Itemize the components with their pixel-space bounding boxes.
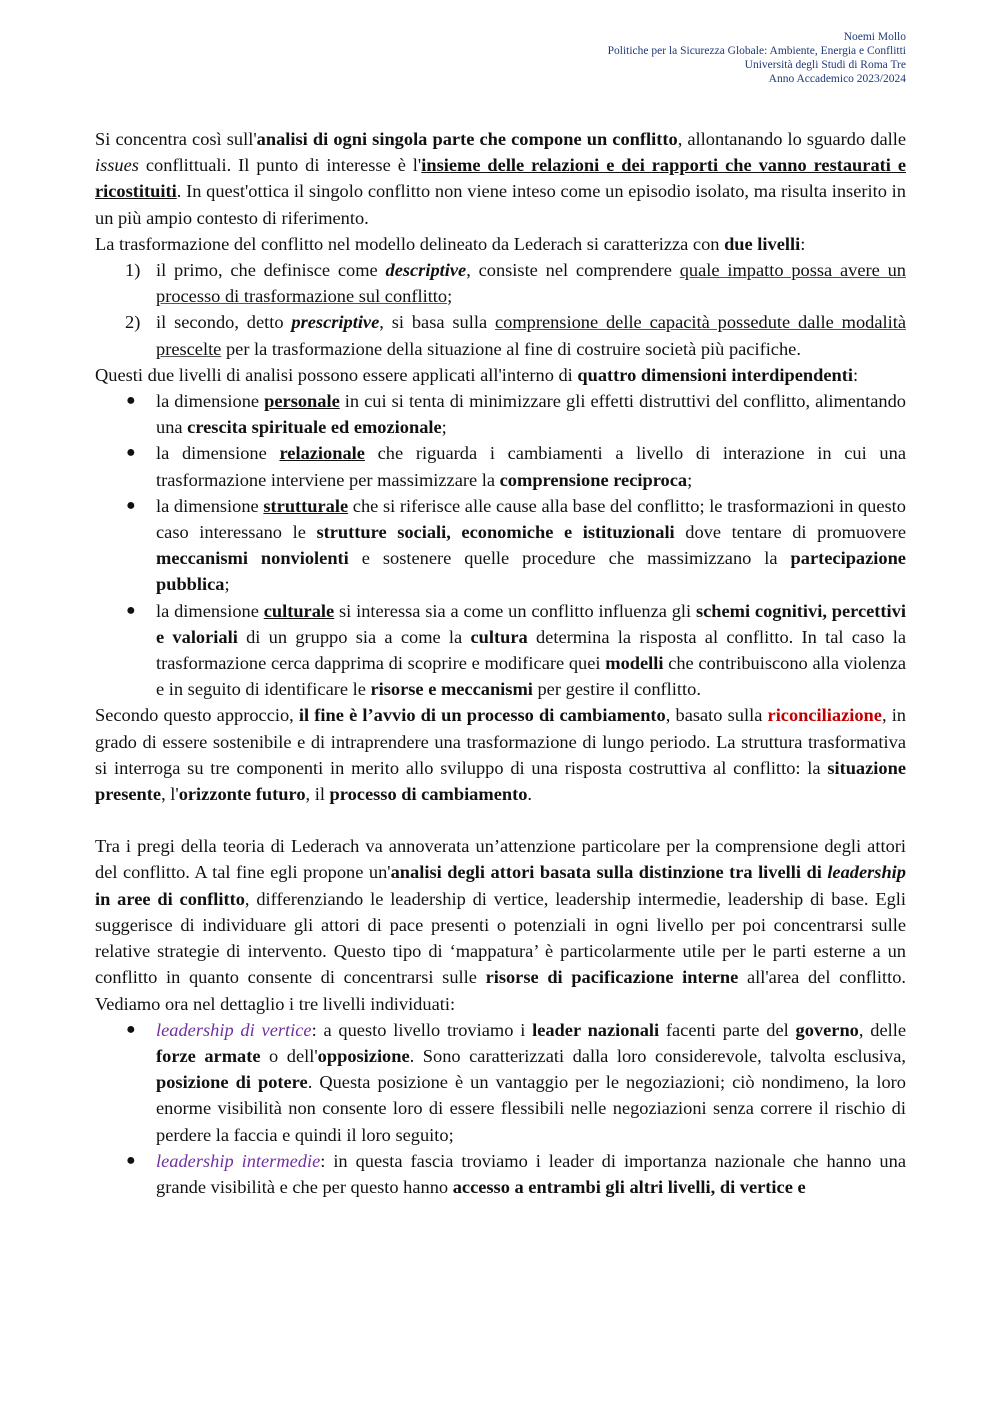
bullet-icon: ●: [126, 601, 136, 619]
header-author: Noemi Mollo: [843, 31, 906, 43]
list-item-prescriptive: 2) il secondo, detto prescriptive, si basa sulla comprensione delle capacità possedute dalle modalità prescelte per la trasformazione della situazione al fine di costruire società più pacifiche.: [125, 312, 906, 359]
paragraph-approach: Secondo questo approccio, il fine è l’avvio di un processo di cambiamento, basato sulla riconciliazione, in grado di essere sostenibile e di intraprendere una trasformazione di lungo periodo. La struttura trasformativa si interroga su tre componenti in merito allo sviluppo di una risposta costruttiva al conflitto: la situazione presente, l'orizzonte futuro, il processo di cambiamento.: [95, 705, 906, 805]
levels-list: [95, 257, 906, 362]
paragraph-two-levels: La trasformazione del conflitto nel modello delineato da Lederach si caratterizza con due livelli:: [95, 233, 806, 254]
bullet-icon: ●: [126, 392, 136, 410]
list-item-descriptive: 1) il primo, che definisce come descriptive, consiste nel comprendere quale impatto possa avere un processo di trasformazione sul conflitto;: [125, 260, 906, 307]
bullet-icon: ●: [126, 1151, 136, 1169]
paragraph-gap: [95, 807, 906, 833]
header-year: Anno Accademico 2023/2024: [768, 73, 906, 85]
bullet-icon: ●: [126, 1020, 136, 1038]
paragraph-four-dimensions: Questi due livelli di analisi possono essere applicati all'interno di quattro dimensioni interdipendenti:: [95, 364, 859, 385]
list-item-personale: ● la dimensione personale in cui si tenta di minimizzare gli effetti distruttivi del conflitto, alimentando una crescita spirituale ed emozionale;: [95, 388, 906, 440]
page-header: [608, 30, 906, 86]
list-item-leadership-intermedie: ● leadership intermedie: in questa fascia troviamo i leader di importanza nazionale che hanno una grande visibilità e che per questo hanno accesso a entrambi gli altri livelli, di vertice e: [95, 1148, 906, 1200]
header-course: Politiche per la Sicurezza Globale: Ambiente, Energia e Conflitti: [607, 45, 906, 57]
paragraph-actors: Tra i pregi della teoria di Lederach va annoverata un’attenzione particolare per la comprensione degli attori del conflitto. A tal fine egli propone un'analisi degli attori basata sulla distinzione tra livelli di leadership in aree di conflitto, differenziando le leadership di vertice, leadership intermedie, leadership di base. Egli suggerisce di individuare gli attori di pace presenti o potenziali in ogni livello per poi concentrarsi sulle relative strategie di intervento. Questo tipo di ‘mappatura’ è particolarmente utile per le parti esterne a un conflitto in quanto consente di concentrarsi sulle risorse di pacificazione interne all'area del conflitto. Vediamo ora nel dettaglio i tre livelli individuati:: [95, 836, 907, 1014]
list-item-leadership-vertice: ● leadership di vertice: a questo livello troviamo i leader nazionali facenti parte del governo, delle forze armate o dell'opposizione. Sono caratterizzati dalla loro considerevole, talvolta esclusiva, posizione di potere. Questa posizione è un vantaggio per le negoziazioni; ciò nondimeno, la loro enorme visibilità non consente loro di essere flessibili nelle negoziazioni senza correre il rischio di perdere la faccia e quindi il loro seguito;: [95, 1017, 906, 1148]
list-item-relazionale: ● la dimensione relazionale che riguarda i cambiamenti a livello di interazione in cui una trasformazione interviene per massimizzare la comprensione reciproca;: [95, 440, 906, 492]
list-item-culturale: ● la dimensione culturale si interessa sia a come un conflitto influenza gli schemi cognitivi, percettivi e valoriali di un gruppo sia a come la cultura determina la risposta al conflitto. In tal caso la trasformazione cerca dapprima di scoprire e modificare quei modelli che contribuiscono alla violenza e in seguito di identificare le risorse e meccanismi per gestire il conflitto.: [95, 598, 906, 703]
bullet-icon: ●: [126, 444, 136, 462]
leadership-list: [95, 1017, 906, 1200]
document-body: [95, 126, 906, 1200]
dimensions-list: [95, 388, 906, 702]
list-item-strutturale: ● la dimensione strutturale che si riferisce alle cause alla base del conflitto; le trasformazioni in questo caso interessano le strutture sociali, economiche e istituzionali dove tentare di promuovere meccanismi nonviolenti e sostenere quelle procedure che massimizzano la partecipazione pubblica;: [95, 493, 906, 598]
paragraph-conflict-analysis: Si concentra così sull'analisi di ogni singola parte che compone un conflitto, allontanando lo sguardo dalle issues conflittuali. Il punto di interesse è l'insieme delle relazioni e dei rapporti che vanno restaurati e ricostituiti. In quest'ottica il singolo conflitto non viene inteso come un episodio isolato, ma risulta inserito in un più ampio contesto di riferimento.: [95, 129, 906, 228]
bullet-icon: ●: [126, 496, 136, 514]
header-university: Università degli Studi di Roma Tre: [744, 59, 906, 71]
